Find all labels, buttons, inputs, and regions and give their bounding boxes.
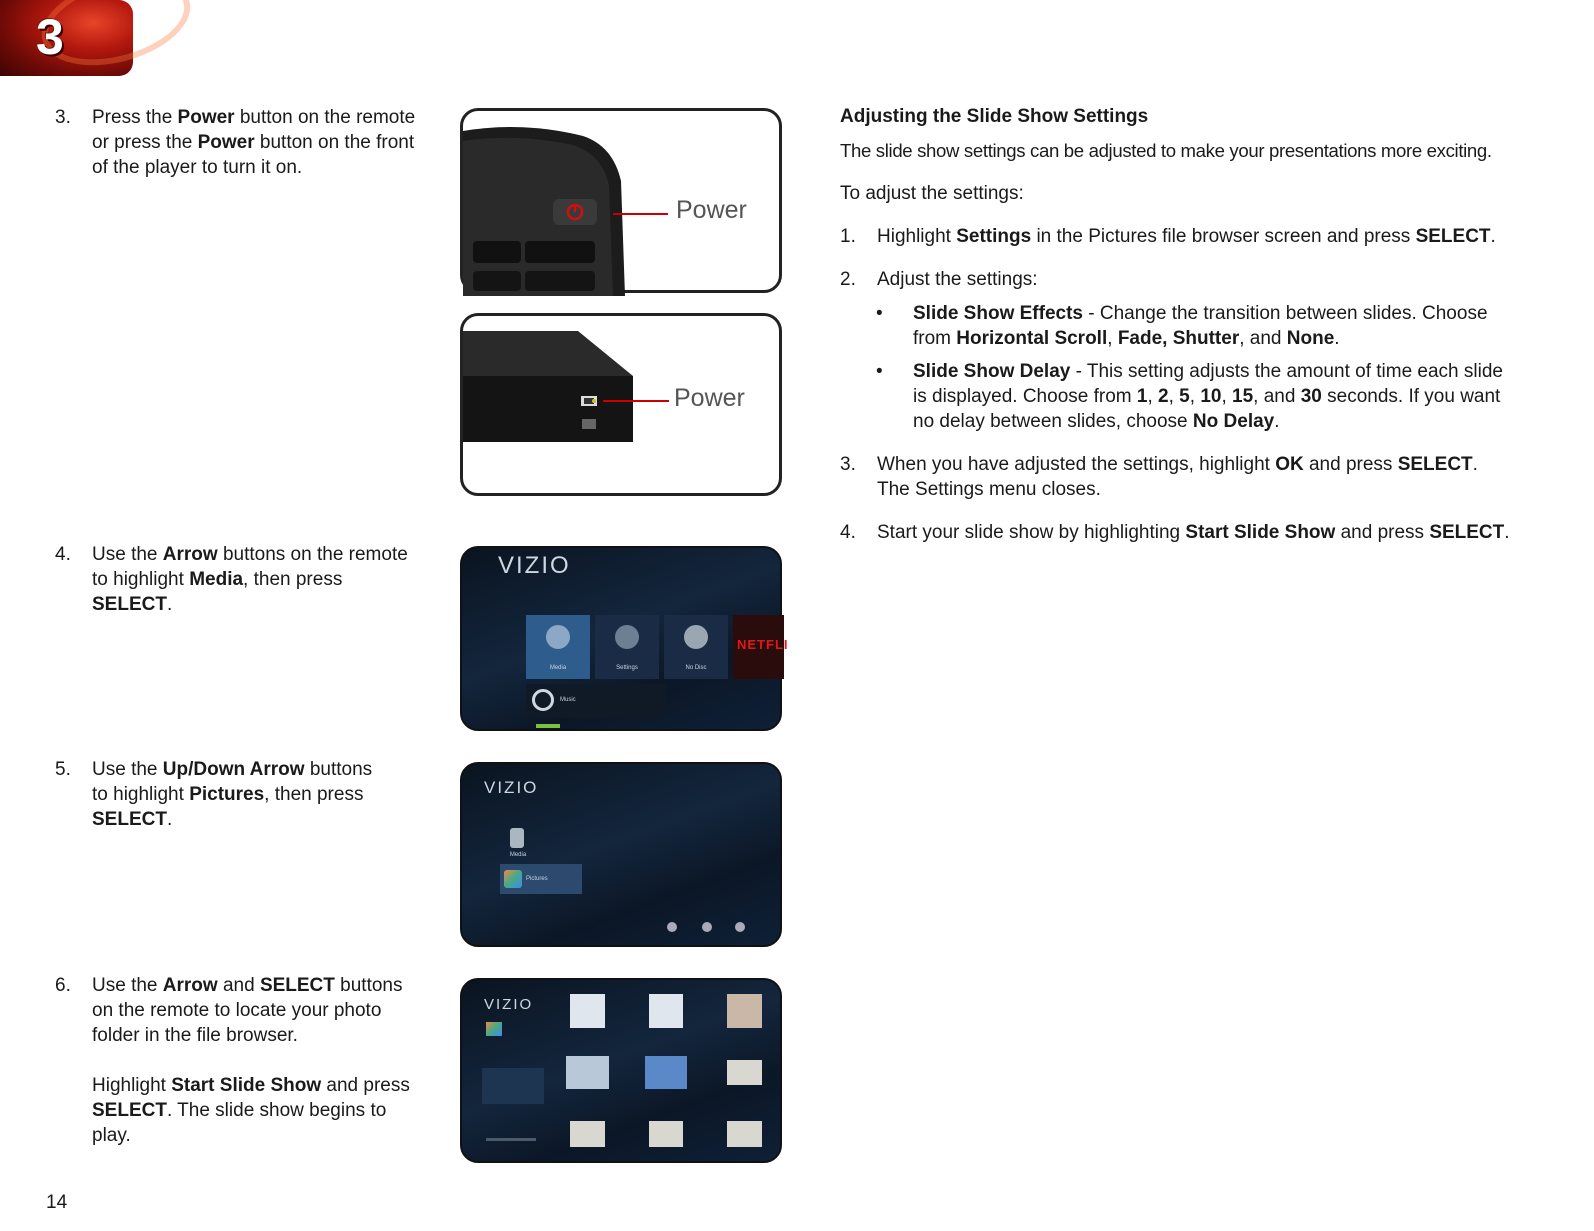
text-run: of the player to turn it on. <box>92 157 303 178</box>
bold-text: Start Slide Show <box>171 1075 322 1096</box>
bold-text: Slide Show Delay <box>913 361 1071 382</box>
text-line <box>92 807 372 832</box>
photo-thumbnail[interactable] <box>645 1056 688 1090</box>
bold-text: Arrow <box>162 975 218 996</box>
settings-icon <box>615 625 639 649</box>
text-line <box>92 782 372 807</box>
bold-text: Start Slide Show <box>1185 522 1336 543</box>
text-run: Highlight <box>877 226 957 247</box>
bold-text: Media <box>189 569 244 590</box>
bold-text: SELECT <box>92 594 167 615</box>
text-run: is displayed. Choose from <box>913 386 1137 407</box>
text-line <box>92 105 415 130</box>
photo-thumbnail[interactable] <box>566 1056 609 1090</box>
text-line <box>92 998 410 1023</box>
vizio-menu-screenshot <box>460 546 789 731</box>
bold-text: No Delay <box>1192 411 1275 432</box>
text-run: , <box>1168 386 1180 407</box>
media-label: Media <box>509 852 527 858</box>
bold-text: SELECT <box>1397 454 1473 475</box>
disc-icon <box>684 625 708 649</box>
text-run: from <box>913 328 957 349</box>
step-text <box>92 542 408 617</box>
file-grid <box>548 980 784 1165</box>
text-run: - This setting adjusts the amount of time each slide <box>1070 361 1503 382</box>
step-text <box>877 520 1510 545</box>
text-line <box>92 1123 410 1148</box>
text-run: Start your slide show by highlighting <box>877 522 1186 543</box>
vizio-logo: VIZIO <box>484 778 539 797</box>
step-number: 3. <box>840 454 856 475</box>
pictures-item[interactable] <box>500 864 582 894</box>
scroll-bar[interactable] <box>486 1138 536 1141</box>
text-run: Press the <box>92 107 178 128</box>
options-menu[interactable] <box>482 1068 544 1104</box>
remote-power-label: Power <box>676 196 747 224</box>
text-line <box>913 384 1503 409</box>
netflix-logo: NETFLI <box>737 637 789 652</box>
text-run: Use the <box>92 759 163 780</box>
text-line <box>92 130 415 155</box>
bold-text: 30 <box>1300 386 1322 407</box>
photo-thumbnail[interactable] <box>570 994 605 1028</box>
music-row[interactable] <box>526 684 666 718</box>
photo-thumbnail[interactable] <box>727 994 762 1028</box>
text-run: seconds. If you want <box>1321 386 1501 407</box>
player-power-label: Power <box>674 384 745 412</box>
progress-indicator <box>536 724 560 728</box>
text-run: . <box>1274 411 1280 432</box>
text-run: buttons <box>304 759 373 780</box>
pictures-icon <box>486 1022 502 1036</box>
text-line <box>913 359 1503 384</box>
text-line <box>92 592 408 617</box>
text-run: button on the remote <box>234 107 416 128</box>
text-line <box>92 757 372 782</box>
step-number: 5. <box>55 759 71 780</box>
bold-text: SELECT <box>92 809 167 830</box>
text-line <box>877 452 1478 477</box>
bullet-dot: • <box>876 303 883 324</box>
text-run: , <box>1147 386 1159 407</box>
bold-text: SELECT <box>1415 226 1491 247</box>
bold-text: Power <box>177 107 235 128</box>
text-run: Use the <box>92 975 163 996</box>
text-run: folder in the file browser. <box>92 1025 298 1046</box>
pictures-icon <box>504 870 522 888</box>
text-run: and press <box>1335 522 1430 543</box>
media-tile[interactable] <box>526 615 590 679</box>
media-submenu-screenshot <box>460 762 782 947</box>
photo-thumbnail[interactable] <box>649 994 684 1028</box>
text-run: , then press <box>264 784 364 805</box>
text-line <box>92 1023 410 1048</box>
text-line <box>92 542 408 567</box>
bold-text: 15 <box>1232 386 1254 407</box>
text-line <box>913 409 1503 434</box>
text-run: , then press <box>243 569 343 590</box>
step-number: 1. <box>840 226 856 247</box>
text-line <box>913 301 1488 326</box>
bullet-text <box>913 359 1503 434</box>
text-run: The Settings menu closes. <box>877 479 1101 500</box>
step-text <box>877 452 1478 502</box>
power-leader-line <box>603 400 669 402</box>
text-run: and <box>217 975 260 996</box>
player-power-image <box>460 313 782 496</box>
step-number: 6. <box>55 975 71 996</box>
text-run: Adjust the settings: <box>877 269 1038 290</box>
text-line <box>913 326 1488 351</box>
text-line <box>92 1073 410 1098</box>
text-line <box>92 973 410 998</box>
text-run: . <box>166 594 173 615</box>
bold-text: 10 <box>1200 386 1222 407</box>
music-label: Music <box>560 697 576 703</box>
text-run: Highlight <box>92 1075 172 1096</box>
text-run: and press <box>1303 454 1398 475</box>
text-line <box>92 155 415 180</box>
text-run: . <box>1490 226 1496 247</box>
bold-text: Slide Show Effects <box>913 303 1083 324</box>
text-run: in the Pictures file browser screen and press <box>1031 226 1416 247</box>
text-run: . <box>166 809 173 830</box>
bold-text: SELECT <box>92 1100 167 1121</box>
text-run: buttons <box>334 975 403 996</box>
bold-text: 2 <box>1158 386 1169 407</box>
step-text <box>92 757 372 832</box>
bullet-dot: • <box>876 361 883 382</box>
to-adjust-text: To adjust the settings: <box>840 183 1024 204</box>
chapter-number: 3 <box>36 9 64 65</box>
folder-icon[interactable] <box>727 1060 762 1086</box>
text-run: and press <box>321 1075 410 1096</box>
folder-icon[interactable] <box>649 1121 684 1147</box>
remote-hint-icon <box>702 922 712 932</box>
music-icon <box>532 689 554 711</box>
bold-text: Power <box>197 132 255 153</box>
bold-text: Up/Down Arrow <box>162 759 305 780</box>
folder-icon[interactable] <box>570 1121 605 1147</box>
text-run: . The slide show begins to <box>166 1100 387 1121</box>
media-icon <box>546 625 570 649</box>
vizio-logo: VIZIO <box>498 552 571 579</box>
section-intro: The slide show settings can be adjusted to make your presentations more exciting. <box>840 140 1492 161</box>
text-line <box>92 1048 410 1073</box>
step-text <box>877 267 1038 292</box>
text-run: , <box>1107 328 1118 349</box>
text-run: Use the <box>92 544 163 565</box>
text-line <box>877 520 1510 545</box>
power-leader-line <box>613 213 668 215</box>
bold-text: Horizontal Scroll <box>956 328 1108 349</box>
step-text <box>92 973 410 1148</box>
text-run: . <box>1334 328 1340 349</box>
text-line <box>877 224 1496 249</box>
no-disc-tile-label: No Disc <box>685 665 707 671</box>
text-run: to highlight <box>92 784 190 805</box>
media-tile-label: Media <box>549 665 567 671</box>
remote-power-image <box>460 108 782 293</box>
bold-text: 1 <box>1136 386 1148 407</box>
section-heading: Adjusting the Slide Show Settings <box>840 106 1149 127</box>
step-text <box>877 224 1496 249</box>
text-run: - Change the transition between slides. Choose <box>1082 303 1488 324</box>
bold-text: Fade, Shutter <box>1117 328 1240 349</box>
pictures-label: Pictures <box>526 876 548 882</box>
bold-text: Arrow <box>162 544 218 565</box>
text-line <box>92 1098 410 1123</box>
text-run: , <box>1221 386 1233 407</box>
no-disc-tile[interactable] <box>664 615 728 679</box>
text-run: , and <box>1239 328 1287 349</box>
bold-text: OK <box>1275 454 1304 475</box>
step-number: 2. <box>840 269 856 290</box>
bullet-text <box>913 301 1488 351</box>
bold-text: 5 <box>1179 386 1190 407</box>
settings-tile[interactable] <box>595 615 659 679</box>
folder-icon[interactable] <box>727 1121 762 1147</box>
file-browser-screenshot <box>460 978 782 1163</box>
step-number: 4. <box>840 522 856 543</box>
text-run: to highlight <box>92 569 190 590</box>
netflix-tile[interactable] <box>733 615 789 679</box>
text-run: , and <box>1253 386 1301 407</box>
text-line <box>92 567 408 592</box>
text-run: , <box>1189 386 1201 407</box>
text-run: button on the front <box>254 132 415 153</box>
bold-text: SELECT <box>259 975 335 996</box>
text-run: . <box>1504 522 1510 543</box>
text-line <box>877 267 1038 292</box>
step-text <box>92 105 415 180</box>
page-number: 14 <box>46 1192 68 1213</box>
bold-text: Pictures <box>189 784 265 805</box>
text-run: play. <box>92 1125 131 1146</box>
bold-text: None <box>1286 328 1335 349</box>
text-run: on the remote to locate your photo <box>92 1000 382 1021</box>
media-icon <box>510 828 524 848</box>
bold-text: Settings <box>956 226 1032 247</box>
settings-tile-label: Settings <box>616 665 638 671</box>
step-number: 3. <box>55 107 71 128</box>
text-run: When you have adjusted the settings, highlight <box>877 454 1276 475</box>
remote-hint-icon <box>667 922 677 932</box>
chapter-tab <box>0 0 133 76</box>
vizio-logo: VIZIO <box>484 996 534 1013</box>
remote-hint-icon <box>735 922 745 932</box>
bold-text: SELECT <box>1429 522 1505 543</box>
text-run: . <box>1472 454 1478 475</box>
text-run: no delay between slides, choose <box>913 411 1193 432</box>
step-number: 4. <box>55 544 71 565</box>
text-run: buttons on the remote <box>217 544 408 565</box>
text-run: or press the <box>92 132 198 153</box>
text-line <box>877 477 1478 502</box>
